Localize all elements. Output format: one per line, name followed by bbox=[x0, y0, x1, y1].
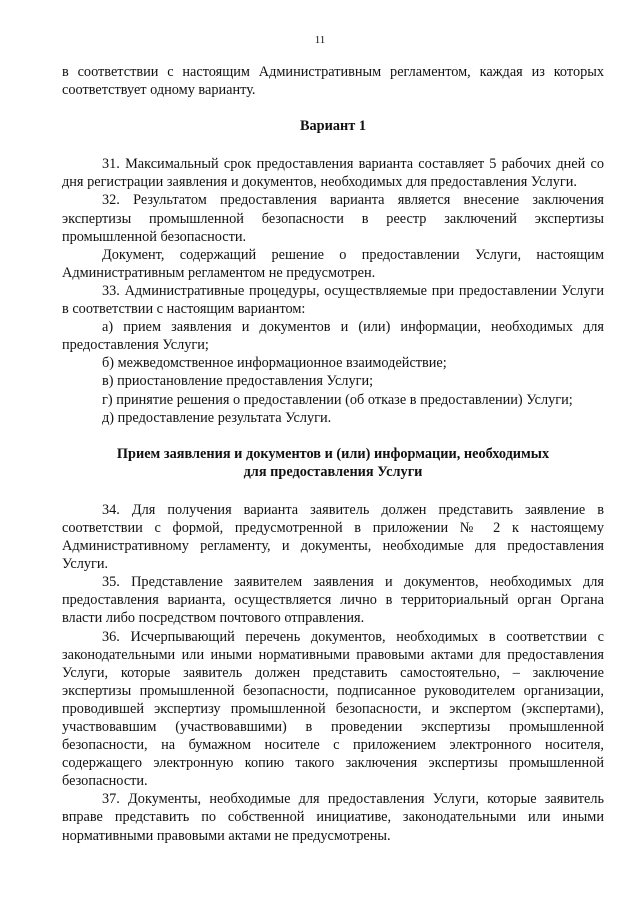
paragraph-37: 37. Документы, необходимые для предоставления Услуги, которые заявитель вправе представить по собственной инициативе, законодательными или иными нормативными правовыми актами не предусмотрены. bbox=[62, 791, 604, 844]
list-item: в) приостановление предоставления Услуги; bbox=[102, 373, 374, 390]
paragraph-36: 36. Исчерпывающий перечень документов, необходимых в соответствии с законодательными или иными нормативными правовыми актами для предоставления Услуги, которые заявитель должен представить самостоятельно, – заключение экспертизы промышленной безопасности, подписанное руководителем организации, проводившей экспертизу промышленной безопасности, и экспертом (экспертами), участвовавшим (участвовавшими) в проведении экспертизы промышленной безопасности, на бумажном носителе с приложением электронного носителя, содержащего электронную копию такого заключения экспертизы промышленной безопасности. bbox=[62, 628, 604, 790]
section-title-variant-1: Вариант 1 bbox=[299, 118, 366, 135]
section-title-application-intake bbox=[62, 445, 604, 481]
page-number: 11 bbox=[314, 34, 326, 46]
section-title-line-2: для предоставления Услуги bbox=[243, 463, 423, 480]
paragraph-31: 31. Максимальный срок предоставления варианта составляет 5 рабочих дней со дня регистрации заявления и документов, необходимых для предоставления Услуги. bbox=[62, 156, 604, 191]
list-item: г) принятие решения о предоставлении (об отказе в предоставлении) Услуги; bbox=[102, 391, 573, 408]
paragraph-33: 33. Административные процедуры, осуществляемые при предоставлении Услуги в соответствии с настоящим вариантом: bbox=[62, 282, 604, 318]
intro-paragraph: в соответствии с настоящим Административным регламентом, каждая из которых соответствует одному варианту. bbox=[62, 64, 604, 99]
list-item: д) предоставление результата Услуги. bbox=[102, 409, 332, 426]
paragraph-32-continued: Документ, содержащий решение о предоставлении Услуги, настоящим Административным регламентом не предусмотрен. bbox=[62, 246, 604, 281]
paragraph-34: 34. Для получения варианта заявитель должен представить заявление в соответствии с формой, предусмотренной в приложении № 2 к настоящему Административному регламенту, и документы, необходимые для предоставления Услуги. bbox=[62, 501, 604, 573]
paragraph-35: 35. Представление заявителем заявления и документов, необходимых для предоставления варианта, осуществляется лично в территориальный орган Органа власти либо посредством почтового отправления. bbox=[62, 574, 604, 627]
list-item: а) прием заявления и документов и (или) информации, необходимых для предоставления Услуги; bbox=[62, 319, 604, 354]
paragraph-32: 32. Результатом предоставления варианта является внесение заключения экспертизы промышленной безопасности в реестр заключений экспертизы промышленной безопасности. bbox=[62, 192, 604, 245]
section-title-line-1: Прием заявления и документов и (или) информации, необходимых bbox=[116, 445, 550, 462]
list-item: б) межведомственное информационное взаимодействие; bbox=[102, 355, 447, 372]
document-body bbox=[62, 63, 604, 845]
